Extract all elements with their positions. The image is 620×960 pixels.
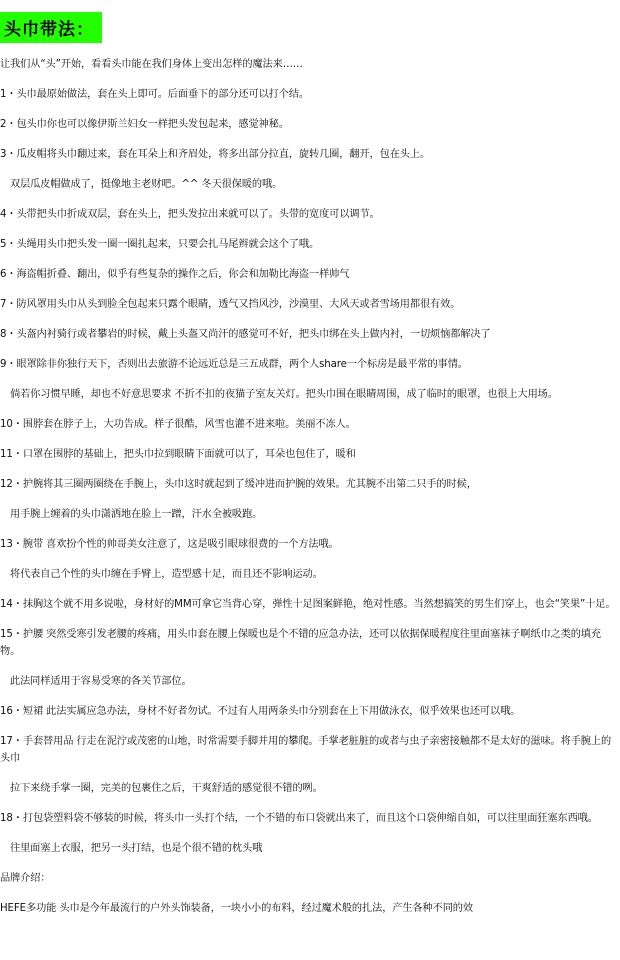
paragraph: 倘若你习惯早睡，却也不好意思要求 不折不扣的夜猫子室友关灯。把头巾围在眼睛周围，成了临时的眼罩，也很上大用场。 [10,389,558,400]
paragraph: 双层瓜皮帽做成了，挺像地主老财吧。^^ 冬天很保暖的哦。 [10,179,283,190]
paragraph: 品牌介绍： [0,873,51,884]
paragraph: 2・包头巾你也可以像伊斯兰妇女一样把头发包起来，感觉神秘。 [0,119,289,130]
paragraph: 往里面塞上衣服，把另一头打结，也是个很不错的枕头哦 [10,843,263,854]
paragraph: 8・头盔内衬骑行或者攀岩的时候，戴上头盔又尚汗的感觉可不好，把头巾绑在头上做内衬，一切烦恼都解决了 [0,329,491,340]
paragraph: 10・围脖套在脖子上，大功告成。样子很酷，风雪也灌不进来啦。美丽不冻人。 [0,419,356,430]
paragraph: 14・抹胸这个就不用多说啦，身材好的MM可拿它当背心穿，弹性十足图案鲜艳，绝对性感。当然想搞笑的男生们穿上，也会“笑果”十足。 [0,599,616,610]
paragraph: 15・护腰 突然受寒引发老腰的疼痛，用头巾套在腰上保暖也是个不错的应急办法，还可以依据保暖程度往里面塞袜子啊纸巾之类的填充物。 [0,629,601,657]
paragraph: 7・防风罩用头巾从头到脸全包起来只露个眼睛，透气又挡风沙，沙漠里、大风天或者雪场用都很有效。 [0,299,461,310]
paragraph: 13・腕带 喜欢扮个性的帅哥美女注意了，这是吸引眼球很费的一个方法哦。 [0,539,339,550]
paragraph: 此法同样适用于容易受寒的各关节部位。 [10,676,192,687]
article-body [0,56,618,930]
paragraph: 12・护腕将其三圈两圈绕在手腕上，头巾这时就起到了缓冲进而护腕的效果。尤其腕不出第二只手的时候， [0,479,477,490]
paragraph: 将代表自己个性的头巾缠在手臂上，造型感十足，而且还不影响运动。 [10,569,323,580]
paragraph: 拉下来绕手掌一圈，完美的包裹住之后，干爽舒适的感觉很不错的咧。 [10,783,323,794]
paragraph: 11・口罩在围脖的基础上，把头巾拉到眼睛下面就可以了，耳朵也包住了，暖和 [0,449,356,460]
paragraph: 9・眼罩除非你独行天下，否则出去旅游不论远近总是三五成群，两个人share一个标房是最平常的事情。 [0,359,468,370]
title-wrap [0,12,102,43]
paragraph: 1・头巾最原始做法，套在头上即可。后面垂下的部分还可以打个结。 [0,89,310,100]
paragraph: 16・短裙 此法实属应急办法，身材不好者勿试。不过有人用两条头巾分别套在上下用做泳衣，似乎效果也还可以哦。 [0,706,521,717]
page-title: 头巾带法： [0,12,102,43]
paragraph: 18・打包袋塑料袋不够装的时候，将头巾一头打个结，一个不错的布口袋就出来了，而且这个口袋伸缩自如，可以往里面狂塞东西哦。 [0,813,598,824]
paragraph: 17・手套替用品 行走在泥泞或茂密的山地，时常需要手脚并用的攀爬。手掌老脏脏的或者与虫子亲密接触都不是太好的滋味。将手腕上的头巾 [0,736,612,764]
paragraph: 3・瓜皮帽将头巾翻过来，套在耳朵上和齐眉处，将多出部分拉直，旋转几圈，翻开，包在头上。 [0,149,431,160]
paragraph: 让我们从“头”开始，看看头巾能在我们身体上变出怎样的魔法来…… [0,59,303,70]
paragraph: 4・头带把头巾折成双层，套在头上，把头发拉出来就可以了。头带的宽度可以调节。 [0,209,380,220]
paragraph: 用手腕上缠着的头巾潇洒地在脸上一蹭，汗水全被吸跑。 [10,509,263,520]
paragraph: HEFE多功能 头巾是今年最流行的户外头饰装备，一块小小的布料，经过魔术般的扎法，产生各种不同的效 [0,903,473,914]
paragraph: 5・头绳用头巾把头发一圈一圈扎起来，只要会扎马尾辫就会这个了哦。 [0,239,320,250]
paragraph: 6・海盗帽折叠、翻出，似乎有些复杂的操作之后，你会和加勒比海盗一样帅气 [0,269,350,280]
